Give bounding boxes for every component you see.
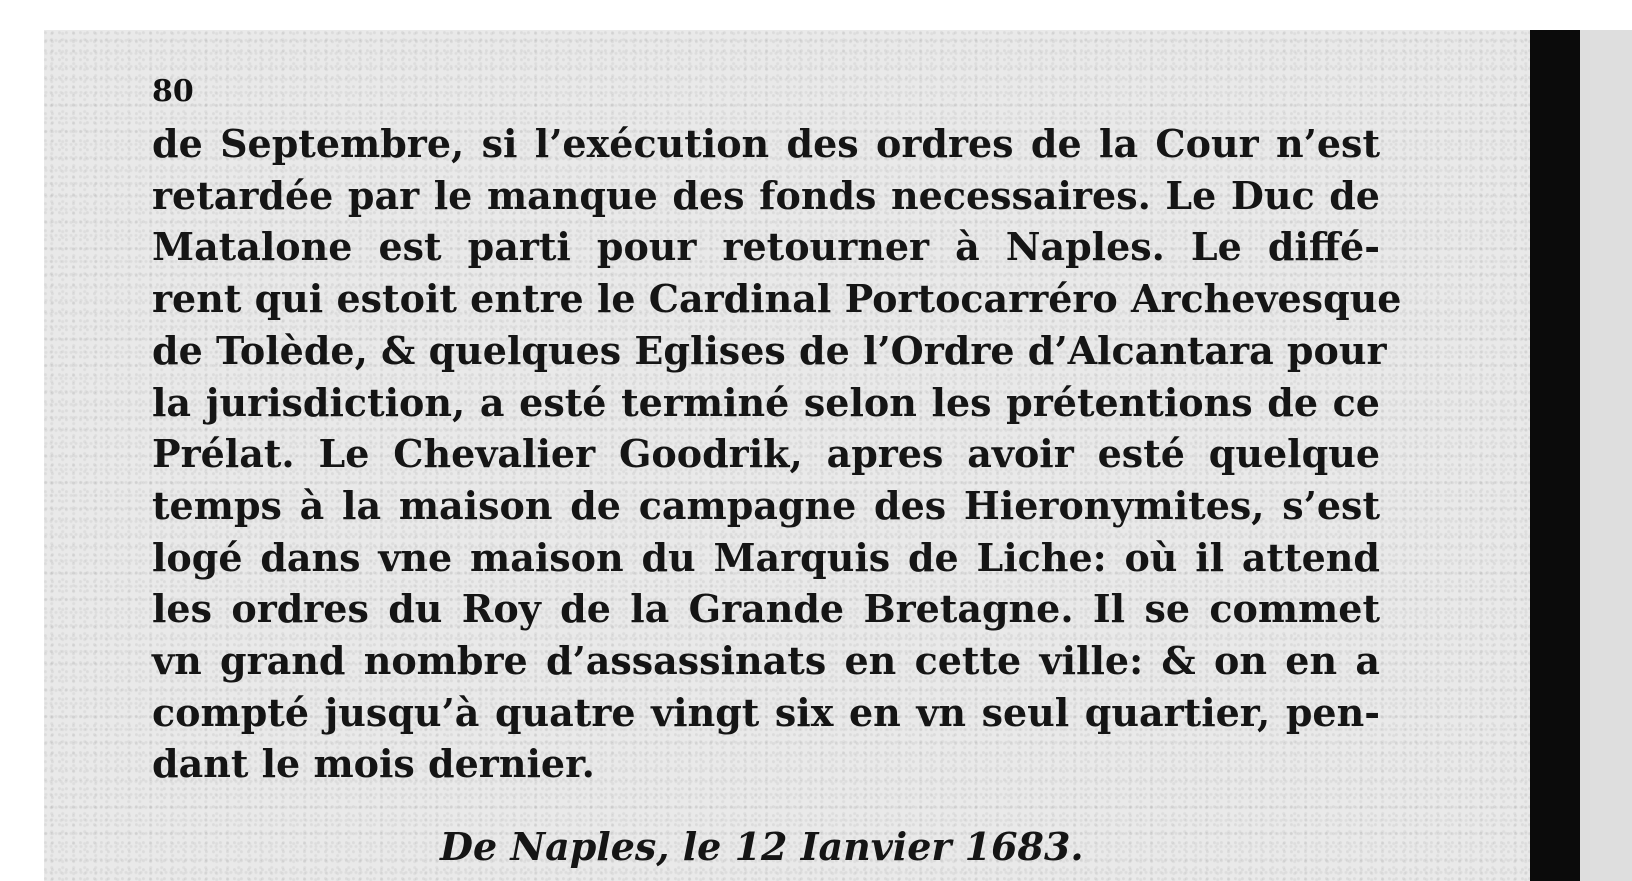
text-line: logé dans vne maison du Marquis de Liche: où il attend [152, 534, 1380, 580]
text-line: compté jusqu’à quatre vingt six en vn seul quartier, pen- [152, 689, 1380, 735]
text-line: temps à la maison de campagne des Hieronymites, s’est [152, 482, 1380, 528]
page-number: 80 [152, 74, 194, 109]
text-line: retardée par le manque des fonds necessaires. Le Duc de [152, 172, 1380, 218]
dateline: De Naples, le 12 Ianvier 1683. [440, 824, 1084, 869]
text-line: de Tolède, & quelques Eglises de l’Ordre d’Alcantara pour [152, 327, 1387, 373]
binding-shadow [1530, 30, 1580, 881]
text-line: de Septembre, si l’exécution des ordres de la Cour n’est [152, 121, 1380, 166]
article-body [152, 118, 1402, 790]
text-line: dant le mois dernier. [152, 741, 595, 787]
text-line: rent qui estoit entre le Cardinal Portocarréro Archevesque [152, 276, 1402, 322]
text-line: Prélat. Le Chevalier Goodrik, apres avoir esté quelque [152, 431, 1380, 477]
text-line: les ordres du Roy de la Grande Bretagne. Il se commet [152, 586, 1380, 632]
text-line: Matalone est parti pour retourner à Naples. Le diffé- [152, 224, 1380, 270]
text-line: la jurisdiction, a esté terminé selon les prétentions de ce [152, 379, 1380, 425]
next-page-edge [1580, 30, 1632, 881]
text-line: vn grand nombre d’assassinats en cette ville: & on en a [152, 638, 1380, 684]
